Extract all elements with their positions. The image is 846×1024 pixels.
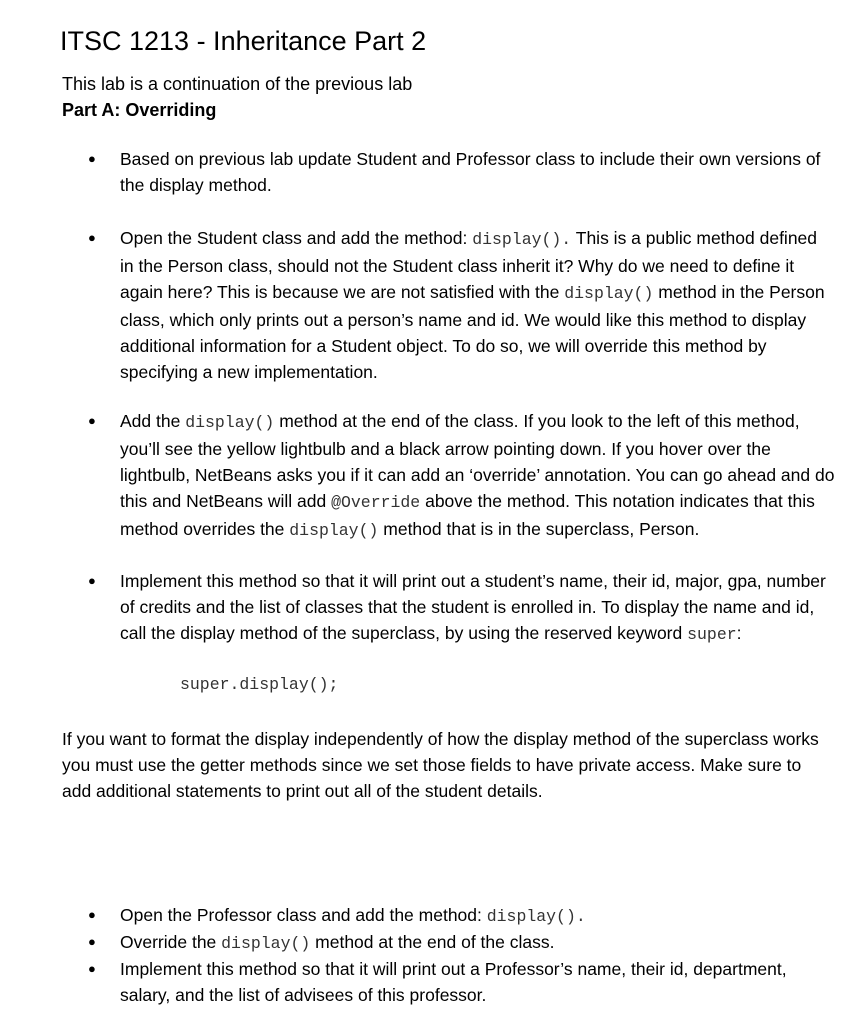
bullet-item-implement-professor <box>120 956 835 1008</box>
bullet-text: Implement this method so that it will print out a Professor’s name, their id, department, salary, and the list of advisees of this professor. <box>120 959 787 1005</box>
bullet-item-update-classes <box>120 146 835 198</box>
bullet-item-override-display <box>120 929 835 957</box>
bullet-text: above the method. This notation indicates that this method overrides the <box>120 491 815 539</box>
intro-text: This lab is a continuation of the previous lab <box>62 74 413 94</box>
inline-code: display() <box>185 413 275 432</box>
inline-code: display(). <box>486 907 586 926</box>
bullet-item-student-display <box>120 225 835 385</box>
page-title: ITSC 1213 - Inheritance Part 2 <box>60 26 427 56</box>
bullet-text: This is a public method defined in the Person class, should not the Student class inherit it? Why do we need to define it again here? This is because we are not satisfied with the <box>120 228 818 302</box>
format-paragraph: If you want to format the display independently of how the display method of the superclass works you must use the getter methods since we set those fields to have private access. Make sure to add additional statements to print out all of the student details. <box>62 729 819 801</box>
inline-code: display() <box>221 934 311 953</box>
bullet-text: method in the Person class, which only prints out a person’s name and id. We would like this method to display additional information for a Student object. To do so, we will override this method by specifying a new implementation. <box>120 282 825 382</box>
code-example: super.display(); <box>180 675 339 694</box>
bullet-item-implement-student <box>120 568 835 648</box>
inline-code: display() <box>564 284 654 303</box>
bullet-text: method that is in the superclass, Person. <box>378 519 700 539</box>
bullet-text: method at the end of the class. <box>310 932 555 952</box>
bullet-text: Open the Professor class and add the method: <box>120 905 487 925</box>
bullet-item-add-display <box>120 408 835 544</box>
inline-code: @Override <box>331 493 421 512</box>
bullet-text: Based on previous lab update Student and Professor class to include their own versions of the display method. <box>120 149 821 195</box>
bullet-text: : <box>736 623 742 643</box>
bullet-text: method at the end of the class. If you look to the left of this method, you’ll see the yellow lightbulb and a black arrow pointing down. If you hover over the lightbulb, NetBeans asks you if it can add an ‘override’ annotation. You can go ahead and do this and NetBeans will add <box>120 411 835 511</box>
inline-code: display(). <box>472 230 572 249</box>
bullet-text: Open the Student class and add the method: <box>120 228 473 248</box>
part-a-heading: Part A: Overriding <box>62 100 217 120</box>
inline-code: display() <box>289 521 379 540</box>
bullet-text: Override the <box>120 932 222 952</box>
bullet-text: Implement this method so that it will print out a student’s name, their id, major, gpa, number of credits and the list of classes that the student is enrolled in. To display the name and id, call the display method of the superclass, by using the reserved keyword <box>120 571 826 643</box>
inline-code: super <box>687 625 737 644</box>
bullet-text: Add the <box>120 411 186 431</box>
bullet-item-professor-display <box>120 902 835 930</box>
